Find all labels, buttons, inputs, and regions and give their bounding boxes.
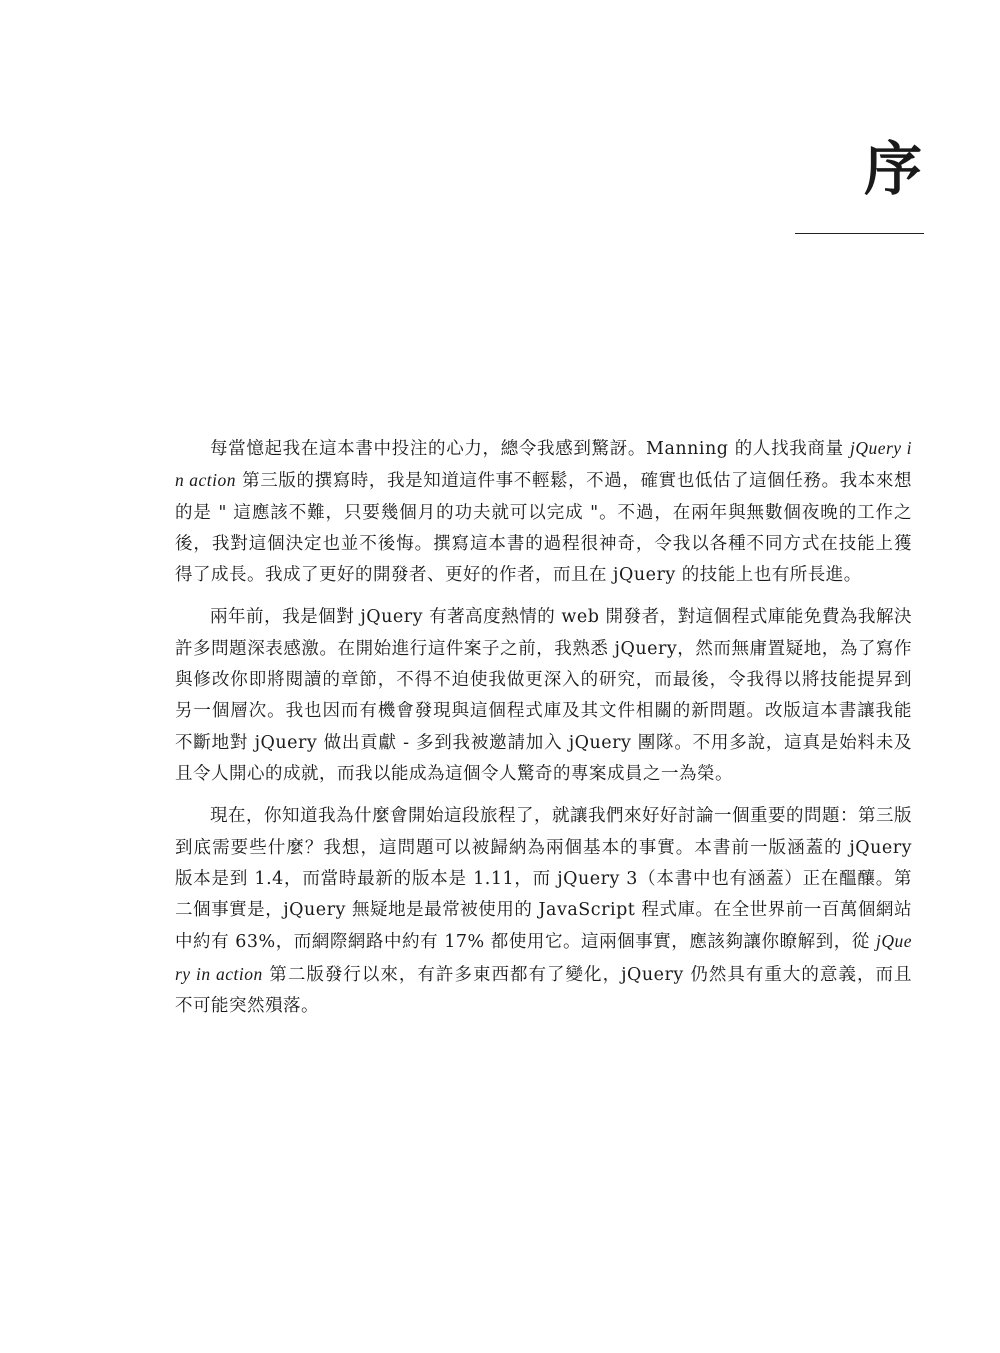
title-underline bbox=[795, 233, 924, 234]
paragraph-3-text-b: 第二版發行以來，有許多東西都有了變化，jQuery 仍然具有重大的意義，而且不可能突然殞落。 bbox=[175, 964, 912, 1017]
book-title-italic: jQuery in action bbox=[175, 438, 912, 491]
paragraph-1-text-a: 每當憶起我在這本書中投注的心力，總令我感到驚訝。Manning 的人找我商量 bbox=[210, 439, 850, 459]
paragraph-3-text-a: 現在，你知道我為什麼會開始這段旅程了，就讓我們來好好討論一個重要的問題：第三版到底需要些什麼？我想，這問題可以被歸納為兩個基本的事實。本書前一版涵蓋的 jQuery 版本是到 1.4，而當時最新的版本是 1.11，而 jQuery 3（本書中也有涵蓋）正在醞釀。第二個事實是，jQuery 無疑地是最常被使用的 JavaScript 程式庫。在全世界前一百萬個網站中約有 63%，而網際網路中約有 17% 都使用它。這兩個事實，應該夠讓你瞭解到，從 bbox=[175, 806, 912, 953]
book-title-italic: jQuery in action bbox=[175, 931, 912, 984]
paragraph-1-text-b: 第三版的撰寫時，我是知道這件事不輕鬆，不過，確實也低估了這個任務。我本來想的是 " 這應該不難，只要幾個月的功夫就可以完成 "。不過，在兩年與無數個夜晚的工作之後，我對這個決定也並不後悔。撰寫這本書的過程很神奇，令我以各種不同方式在技能上獲得了成長。我成了更好的開發者、更好的作者，而且在 jQuery 的技能上也有所長進。 bbox=[175, 471, 912, 586]
paragraph-3 bbox=[175, 801, 912, 1022]
chapter-title: 序 bbox=[863, 135, 922, 203]
paragraph-1 bbox=[175, 433, 912, 591]
preface-body bbox=[175, 433, 912, 1033]
paragraph-2: 兩年前，我是個對 jQuery 有著高度熱情的 web 開發者，對這個程式庫能免費為我解決許多問題深表感激。在開始進行這件案子之前，我熟悉 jQuery，然而無庸置疑地，為了寫作與修改你即將閱讀的章節，不得不迫使我做更深入的研究，而最後，令我得以將技能提昇到另一個層次。我也因而有機會發現與這個程式庫及其文件相關的新問題。改版這本書讓我能不斷地對 jQuery 做出貢獻 - 多到我被邀請加入 jQuery 團隊。不用多說，這真是始料未及且令人開心的成就，而我以能成為這個令人驚奇的專案成員之一為榮。 bbox=[175, 607, 912, 784]
